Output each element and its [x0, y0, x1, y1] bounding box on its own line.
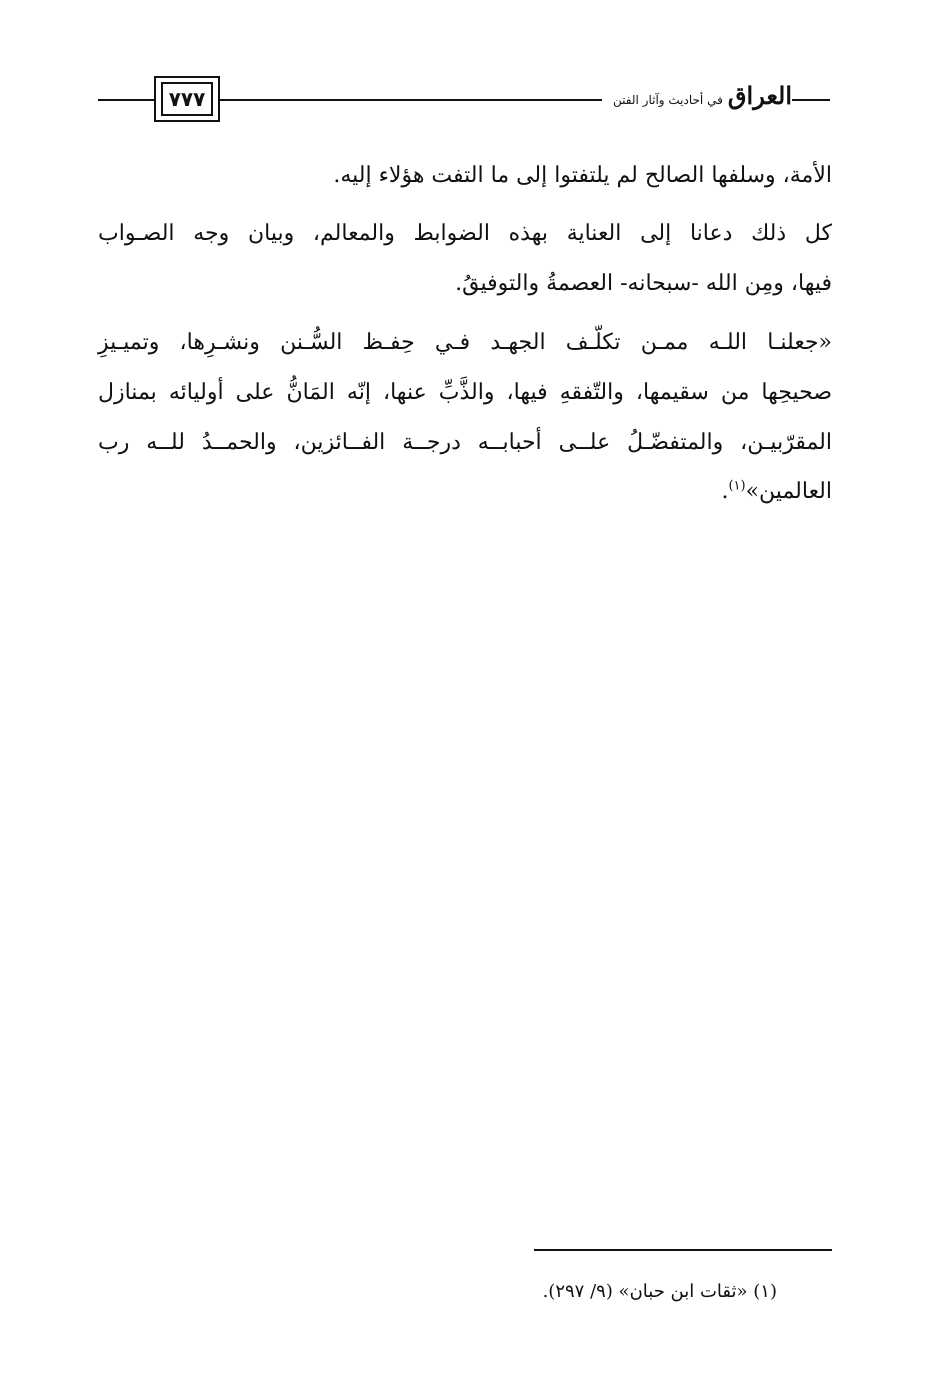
header-rule-left [98, 99, 154, 101]
body-line-5: صحيحِها من سقيمها، والتّفقهِ فيها، والذَّبِّ عنها، إنّه المَانُّ على أوليائه بمنازل [98, 380, 832, 405]
running-title [600, 78, 792, 114]
body-line-7-text: العالمين» [745, 479, 832, 504]
page-number-box [154, 76, 220, 122]
header-rule-middle [220, 99, 602, 101]
page-number: ٧٧٧ [161, 82, 213, 116]
header-rule-right [792, 99, 830, 101]
body-line-3: فيها، ومِن الله -سبحانه- العصمةُ والتوفيقُ. [455, 271, 832, 296]
footnote-separator [534, 1249, 832, 1251]
body-line-4: «جعلنـا اللـه ممـن تكلّـف الجهـد فـي حِفـظ السُّـنن ونشـرِها، وتميـيزِ [98, 330, 832, 355]
footnote-reference: (١) [728, 478, 746, 494]
body-line-7 [721, 474, 832, 510]
body-line-7-period: . [721, 479, 729, 504]
running-title-main: العراق [727, 81, 792, 110]
footnote-1: (١) «ثقات ابن حبان» (٩/ ٢٩٧). [542, 1281, 777, 1302]
body-line-2: كل ذلك دعانا إلى العناية بهذه الضوابط والمعالم، وبيان وجه الصـواب [98, 221, 832, 246]
body-line-6: المقرّبيـن، والمتفضّـلُ علــى أحبابــه درجــة الفــائزين، والحمــدُ للــه رب [98, 430, 832, 455]
running-title-sub: في أحاديث وآثار الفتن [613, 93, 723, 107]
body-line-1: الأمة، وسلفها الصالح لم يلتفتوا إلى ما التفت هؤلاء إليه. [333, 163, 832, 188]
